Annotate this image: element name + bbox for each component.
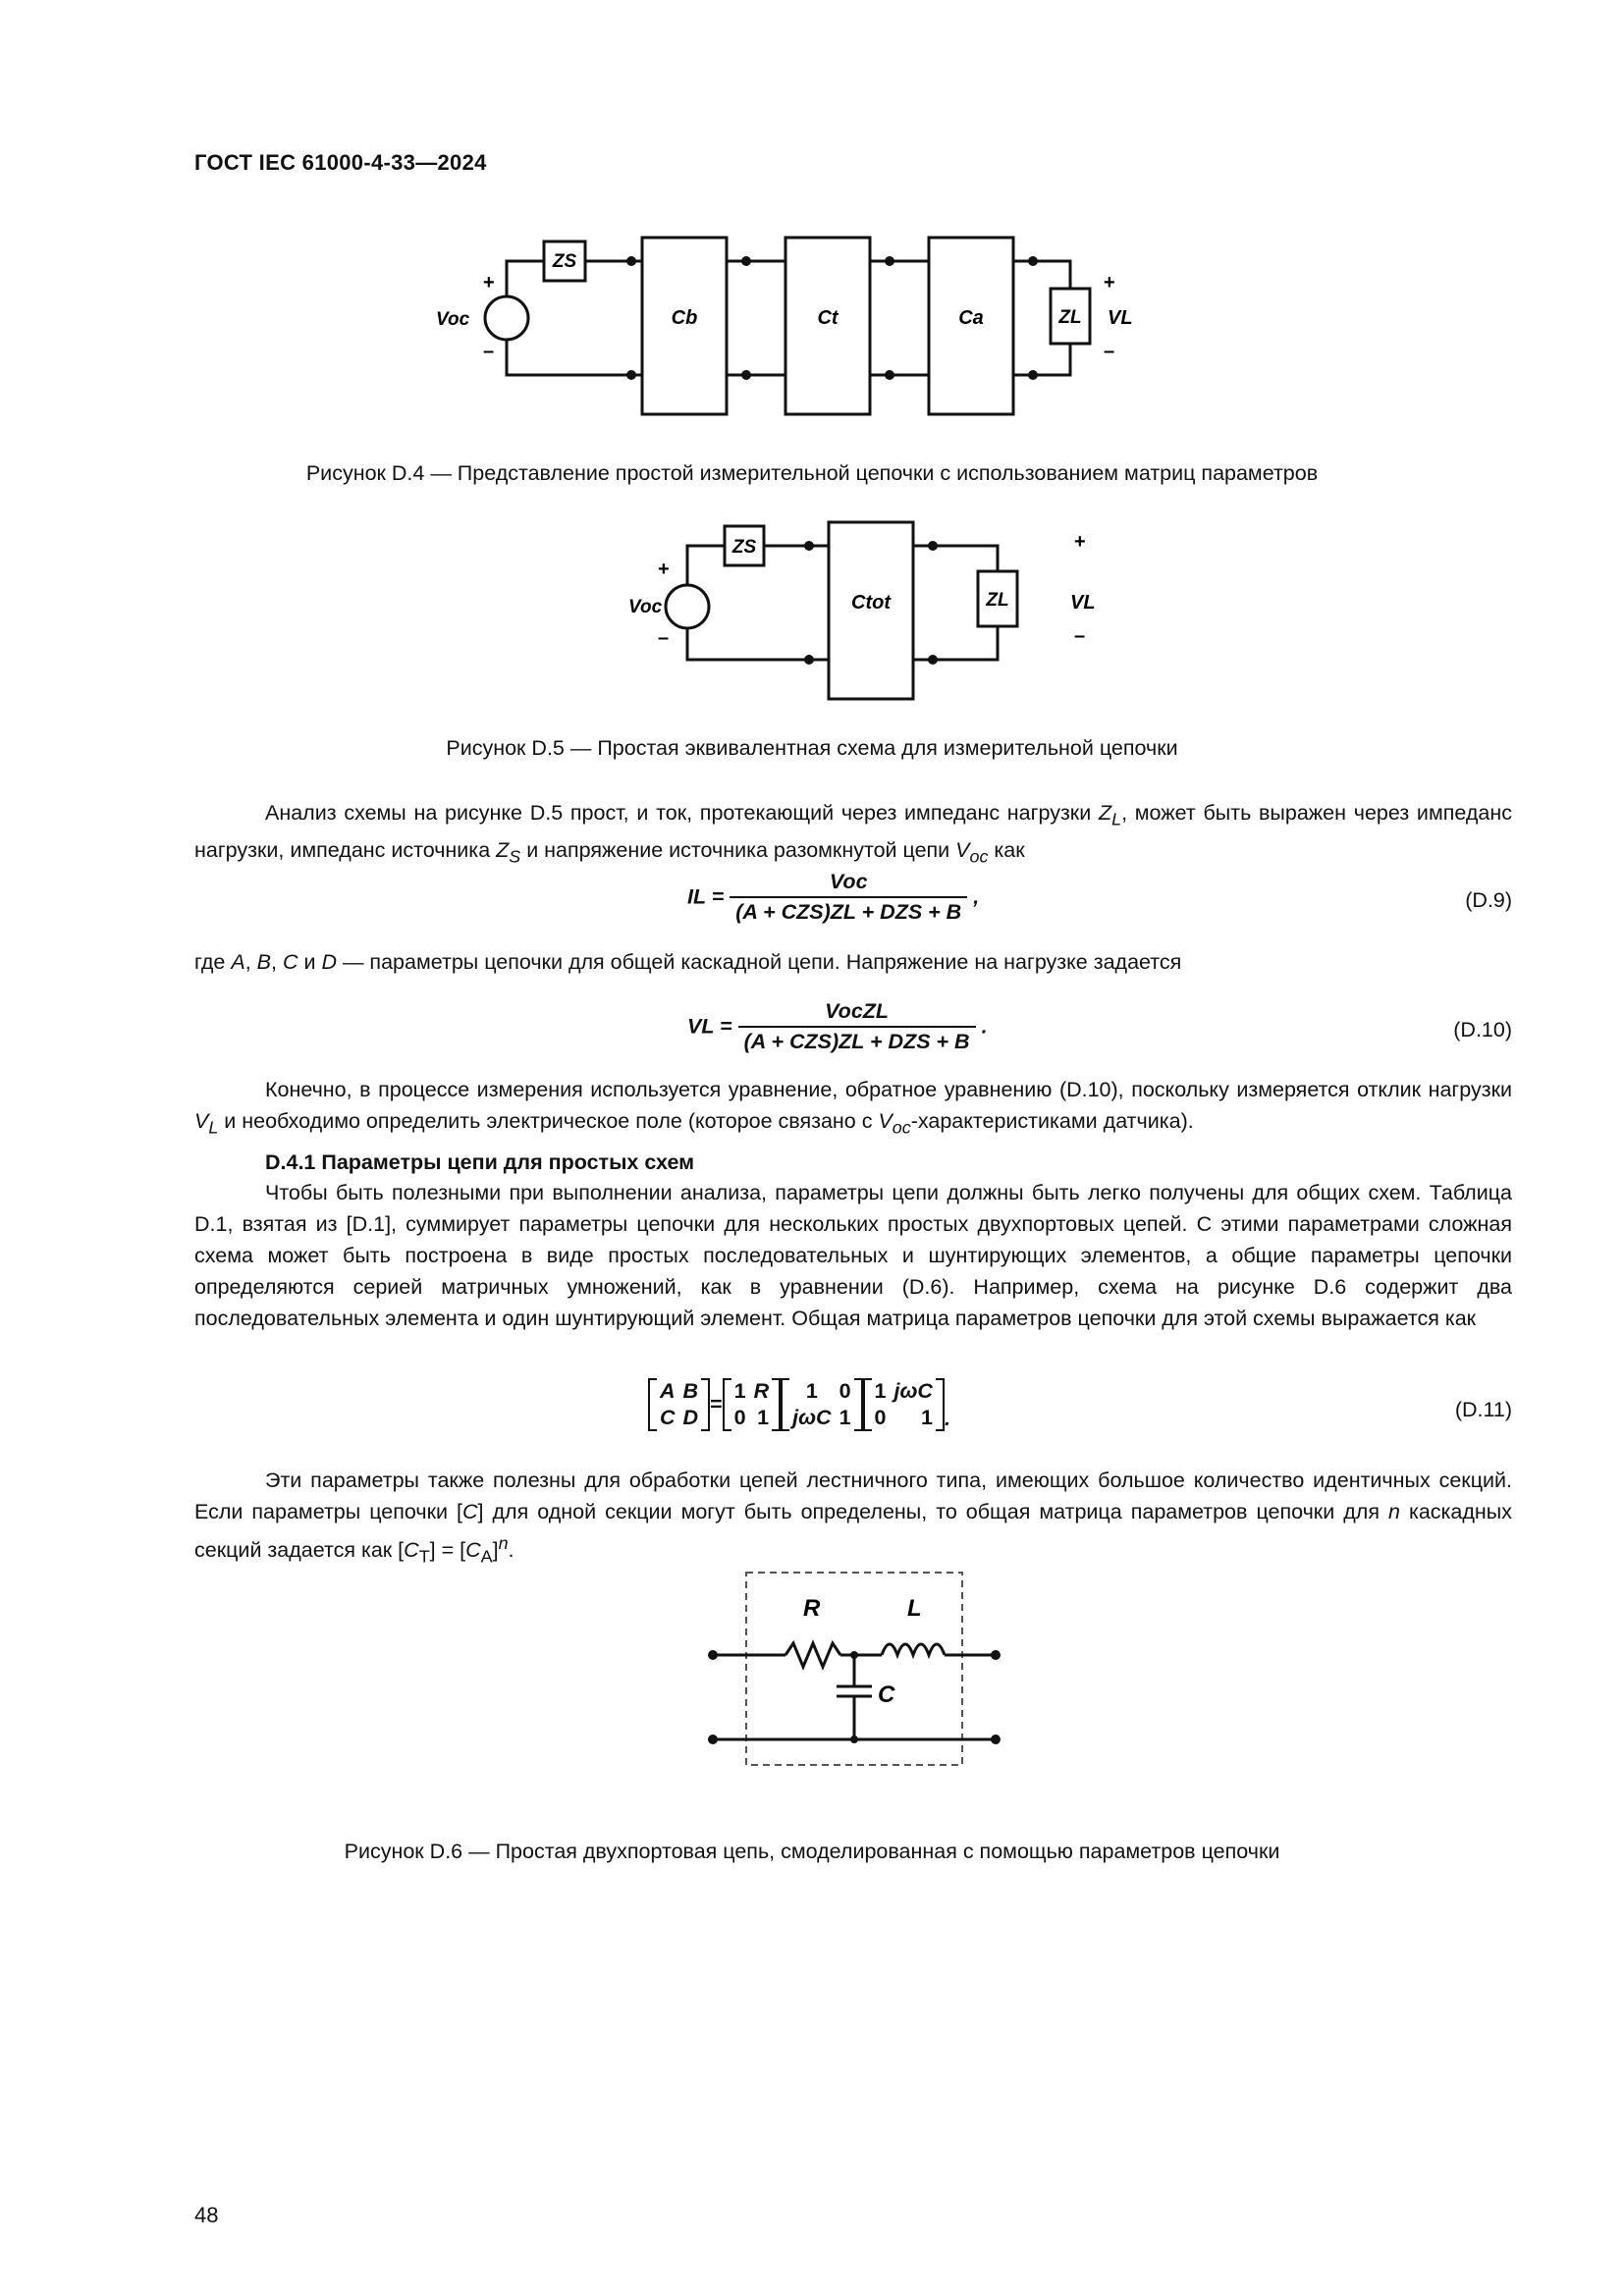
vl-label: VL [1108, 307, 1133, 329]
d10-numerator: VocZL [738, 999, 976, 1028]
matrix-abcd: A B C D [648, 1378, 710, 1431]
figure-d6-caption: Рисунок D.6 — Простая двухпортовая цепь, смоделированная с помощью параметров цепочки [344, 1840, 1280, 1863]
p1-text-a: Анализ схемы на рисунке D.5 прост, и ток, протекающий через импеданс нагрузки [265, 801, 1099, 825]
voltage-source [666, 585, 709, 628]
figure-d6-circuit [687, 1561, 1021, 1787]
equation-d9-number: (D.9) [1465, 888, 1512, 912]
paragraph-measurement: Конечно, в процессе измерения используется уравнение, обратное уравнению (D.10), поскольку измеряется отклик нагрузки $V_L$ и необходимо определить электрическое поле (которое связано с $V_{oc}$-характеристиками датчика). [194, 1078, 1512, 1138]
d9-denominator: (A + CZS)ZL + DZS + B [735, 900, 962, 924]
r-label: R [803, 1595, 821, 1622]
svg-text:+: + [1074, 531, 1086, 553]
zl-label: ZL [986, 590, 1009, 611]
vl-label: VL [1070, 592, 1096, 614]
document-header: ГОСТ IEC 61000-4-33—2024 [194, 150, 487, 175]
equation-d10: VL = $\frac{\text{VocZL}}{\text{(A + CZS)ZL + DZS + B}}$ . [687, 999, 988, 1053]
equation-d10-number: (D.10) [1453, 1018, 1512, 1041]
d10-denominator: (A + CZS)ZL + DZS + B [743, 1030, 970, 1053]
figure-d4-circuit [422, 228, 1286, 424]
ct-label: Ct [817, 307, 839, 329]
paragraph-parameters: Чтобы быть полезными при выполнении анализа, параметры цепи должны быть легко получены для общих схем. Таблица D.1, взятая из [D.1], суммирует параметры цепочки для нескольких простых двухпортовых цепей. С этими параметрами сложная схема может быть построена в виде простых последовательных и шунтирующих элементов, а общие параметры цепочки определяются серией матричных умножений, как в уравнении (D.6). Например, схема на рисунке D.6 содержит два последовательных элемента и один шунтирующий элемент. Общая матрица параметров цепочки для этой схемы выражается как [194, 1181, 1512, 1330]
resistor [785, 1643, 840, 1667]
svg-text:–: – [483, 341, 495, 362]
paragraph-ladder: Эти параметры также полезны для обработки цепей лестничного типа, имеющих большое количество идентичных секций. Если параметры цепочки [C] для одной секции могут быть определены, то общая матрица параметров цепочки для n каскадных секций задается как $[C_T] = [C_A]^n$. [194, 1468, 1512, 1567]
ca-label: Ca [958, 307, 984, 329]
figure-d5-circuit [609, 510, 1119, 707]
equation-d11: A B C D = 1 R 0 1 1 0 jωC 1 1 jωC 0 1 . [648, 1378, 950, 1431]
svg-text:–: – [658, 627, 670, 649]
d9-lhs: IL = [687, 884, 725, 909]
inductor [882, 1644, 945, 1655]
zs-label: ZS [552, 251, 577, 272]
d10-lhs: VL = [687, 1014, 732, 1039]
matrix-shunt-c: 1 0 jωC 1 [781, 1378, 862, 1431]
c-label: C [878, 1682, 895, 1708]
voc-label: Voc [436, 309, 470, 330]
figure-d4-caption: Рисунок D.4 — Представление простой измерительной цепочки с использованием матриц параметров [305, 461, 1319, 485]
d9-numerator: Voc [730, 870, 967, 898]
equation-d11-number: (D.11) [1454, 1398, 1512, 1421]
svg-text:–: – [1104, 341, 1115, 362]
svg-text:+: + [1104, 272, 1115, 294]
subsection-heading: D.4.1 Параметры цепи для простых схем [265, 1150, 695, 1174]
paragraph-where: где A, B, C и D — параметры цепочки для общей каскадной цепи. Напряжение на нагрузке задается [194, 950, 1182, 974]
ctot-label: Ctot [851, 592, 891, 614]
page-number: 48 [194, 2203, 219, 2227]
voc-inline: $V_{oc}$ [955, 838, 989, 867]
equation-d9: IL = $\frac{\text{Voc}}{\text{(A + CZS)ZL + DZS + B}}$ , [687, 870, 980, 924]
zl-inline: $Z_L$ [1098, 801, 1122, 829]
p1-text-d: как [988, 838, 1025, 863]
zs-label: ZS [731, 537, 757, 558]
matrix-series-r: 1 R 0 1 [723, 1378, 782, 1431]
l-label: L [907, 1595, 922, 1622]
svg-text:–: – [1074, 625, 1086, 647]
voltage-source [485, 296, 528, 340]
paragraph-analysis [194, 797, 1512, 873]
cb-label: Cb [671, 307, 698, 329]
voc-label: Voc [628, 597, 663, 617]
zl-label: ZL [1058, 307, 1082, 328]
zs-inline: $Z_S$ [496, 838, 521, 867]
svg-text:+: + [483, 272, 495, 294]
p1-text-c: и напряжение источника разомкнутой цепи [520, 838, 956, 863]
matrix-series-l: 1 jωC 0 1 [863, 1378, 945, 1431]
svg-text:+: + [658, 559, 670, 580]
p1-text-b: , может быть выражен через импеданс нагрузки, импеданс источника [194, 801, 1512, 863]
figure-d5-caption: Рисунок D.5 — Простая эквивалентная схема для измерительной цепочки [446, 736, 1178, 760]
